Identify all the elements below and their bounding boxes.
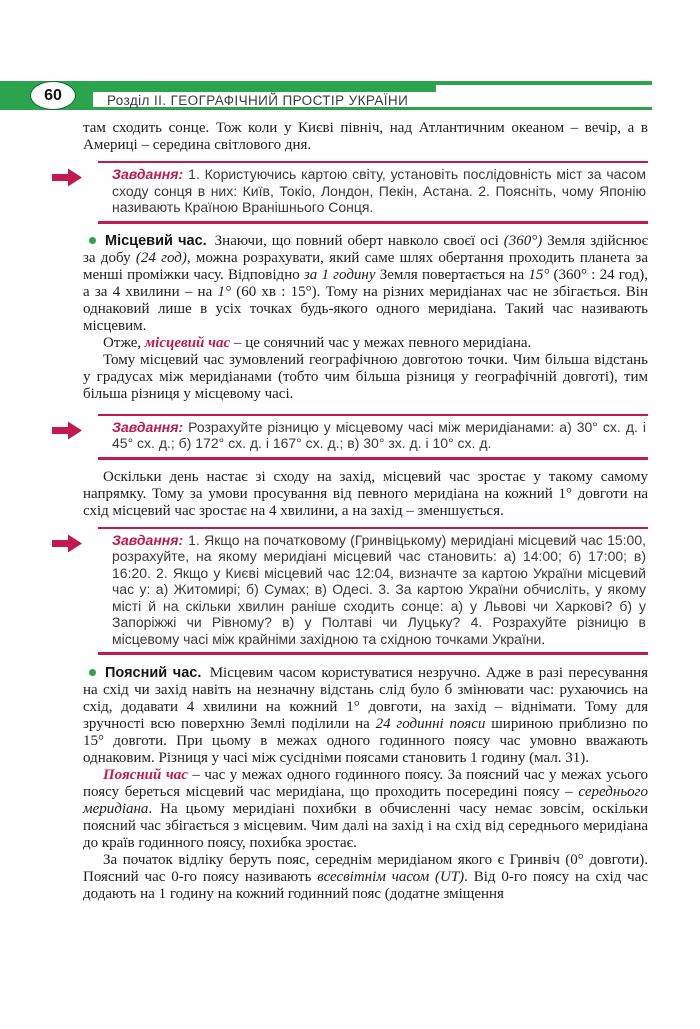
- paragraph-otzhe: Отже, місцевий час – це сонячний час у межах певного меридіана.: [103, 334, 532, 351]
- task-text: [112, 419, 646, 452]
- task-arrow-icon: [51, 166, 84, 189]
- task-box-3: [98, 527, 648, 656]
- task-body: 1. Якщо на початковому (Гринвіцькому) меридіані місцевий час 15:00, розрахуйте, на якому меридіані місцевий час становить: а) 14:00; б) 17:00; в) 16:20. 2. Якщо у Києві місцевий час 12:04, визначте за картою України місцевий час у: а) Житомирі; б) Сумах; в) Одесі. 3. За картою України обчисліть, у якому місті й на скільки хвилин раніше сходить сонце: а) у Львові чи Харкові? б) у Запоріжжі чи Рівному? в) у Полтаві чи Луцьку? 4. Розрахуйте різницю в місцевому часі між крайніми західною та східною точками України.: [112, 531, 646, 647]
- task-text: [112, 166, 646, 216]
- section-paragraph-local-time: [83, 233, 648, 335]
- task-body: Розрахуйте різницю у місцевому часі між меридіанами: а) 30° сх. д. і 45° сх. д.; б) 172° сх. д. і 167° сх. д.; в) 30° зх. д. і 10° сх. д.: [112, 418, 646, 451]
- chapter-header: [0, 81, 652, 110]
- section-title: Місцевий час.: [105, 232, 207, 249]
- task-label: Завдання:: [112, 166, 184, 182]
- task-arrow-icon: [51, 419, 84, 442]
- header-strip: [88, 85, 436, 92]
- paragraph-zone-definition: Поясний час – час у межах одного годинного поясу. За поясний час у межах усього поясу береться місцевий час меридіана, що проходить посередині поясу – середнього меридіана. На цьому меридіані похибки в обчисленні часу немає зовсім, оскільки поясний час збігається з місцевим. Чим далі на захід і на схід від середнього меридіана до країв годинного поясу, похибка зростає.: [83, 767, 648, 851]
- task-label: Завдання:: [112, 418, 184, 435]
- task-box-2: [98, 414, 648, 460]
- task-arrow-icon: [51, 532, 84, 555]
- section-paragraph-zone-time: [83, 665, 648, 767]
- page-number-badge: [0, 81, 93, 110]
- paragraph-tomu: Тому місцевий час зумовлений географічною довготою точки. Чим більша відстань у градусах між меридіанами (тобто чим більша різниця у географічній довготі), тим більша різниця у місцевому часі.: [83, 351, 648, 402]
- section-title: Поясний час.: [105, 665, 202, 681]
- section-bullet-icon: [89, 237, 96, 244]
- page-number-ellipse: [30, 81, 76, 110]
- page-content: [83, 120, 648, 903]
- paragraph-oskilky: Оскільки день настає зі сходу на захід, місцевий час зростає у такому самому напрямку. Тому за умови просування від певного меридіана на кожний 1° довготи на схід місцевий час зростає на 4 хвилини, а на захід – зменшується.: [83, 468, 648, 519]
- paragraph-za-pochatok: За початок відліку беруть пояс, середнім меридіаном якого є Гринвіч (0° довготи). Поясний час 0-го поясу називають всесвітнім часом (UT). Від 0-го поясу на схід час додають на 1 годину на кожний годинний пояс (додатне зміщення: [83, 852, 648, 902]
- section-body: Місцевим часом користуватися незручно. Адже в разі пересування на схід чи захід навіть на незначну відстань слід було б змінювати час: рухаючись на схід, додавати 4 хвилини на кожний 1° довготи, на захід – віднімати. Тому для зручності всю поверхню Землі поділили на 24 годинні пояси шириною приблизно по 15° довготи. При цьому в межах одного годинного поясу час умовно вважають однаковим. Різниця у часі між сусідніми поясами становить 1 годину (мал. 31).: [83, 665, 649, 766]
- page-number: 60: [44, 86, 62, 104]
- task-text: [112, 532, 646, 648]
- section-body: Знаючи, що повний оберт навколо своєї осі (360°) Земля здійснює за добу (24 год), можна розрахувати, який саме шлях обертання проходить планета за менші проміжки часу. Відповідно за 1 годину Земля повертається на 15° (360° : 24 год), а за 4 хвилини – на 1° (60 хв : 15°). Тому на різних меридіанах час не збігається. Він однаковий лише в усіх точках будь-якого одного меридіана. Такий час називають місцевим.: [83, 232, 649, 334]
- section-bullet-icon: [89, 669, 96, 676]
- chapter-title: Розділ ІІ. ГЕОГРАФІЧНИЙ ПРОСТІР УКРАЇНИ: [107, 93, 409, 108]
- task-body: 1. Користуючись картою світу, установіть послідовність міст за часом сходу сонця в них: Київ, Токіо, Лондон, Пекін, Астана. 2. Поясніть, чому Японію називають Країною Вранішнього Сонця.: [112, 166, 646, 215]
- task-label: Завдання:: [112, 531, 184, 548]
- paragraph-intro: там сходить сонце. Тож коли у Києві північ, над Атлантичним океаном – вечір, а в Америці – середина світлового дня.: [83, 120, 648, 153]
- task-box-1: [98, 161, 648, 224]
